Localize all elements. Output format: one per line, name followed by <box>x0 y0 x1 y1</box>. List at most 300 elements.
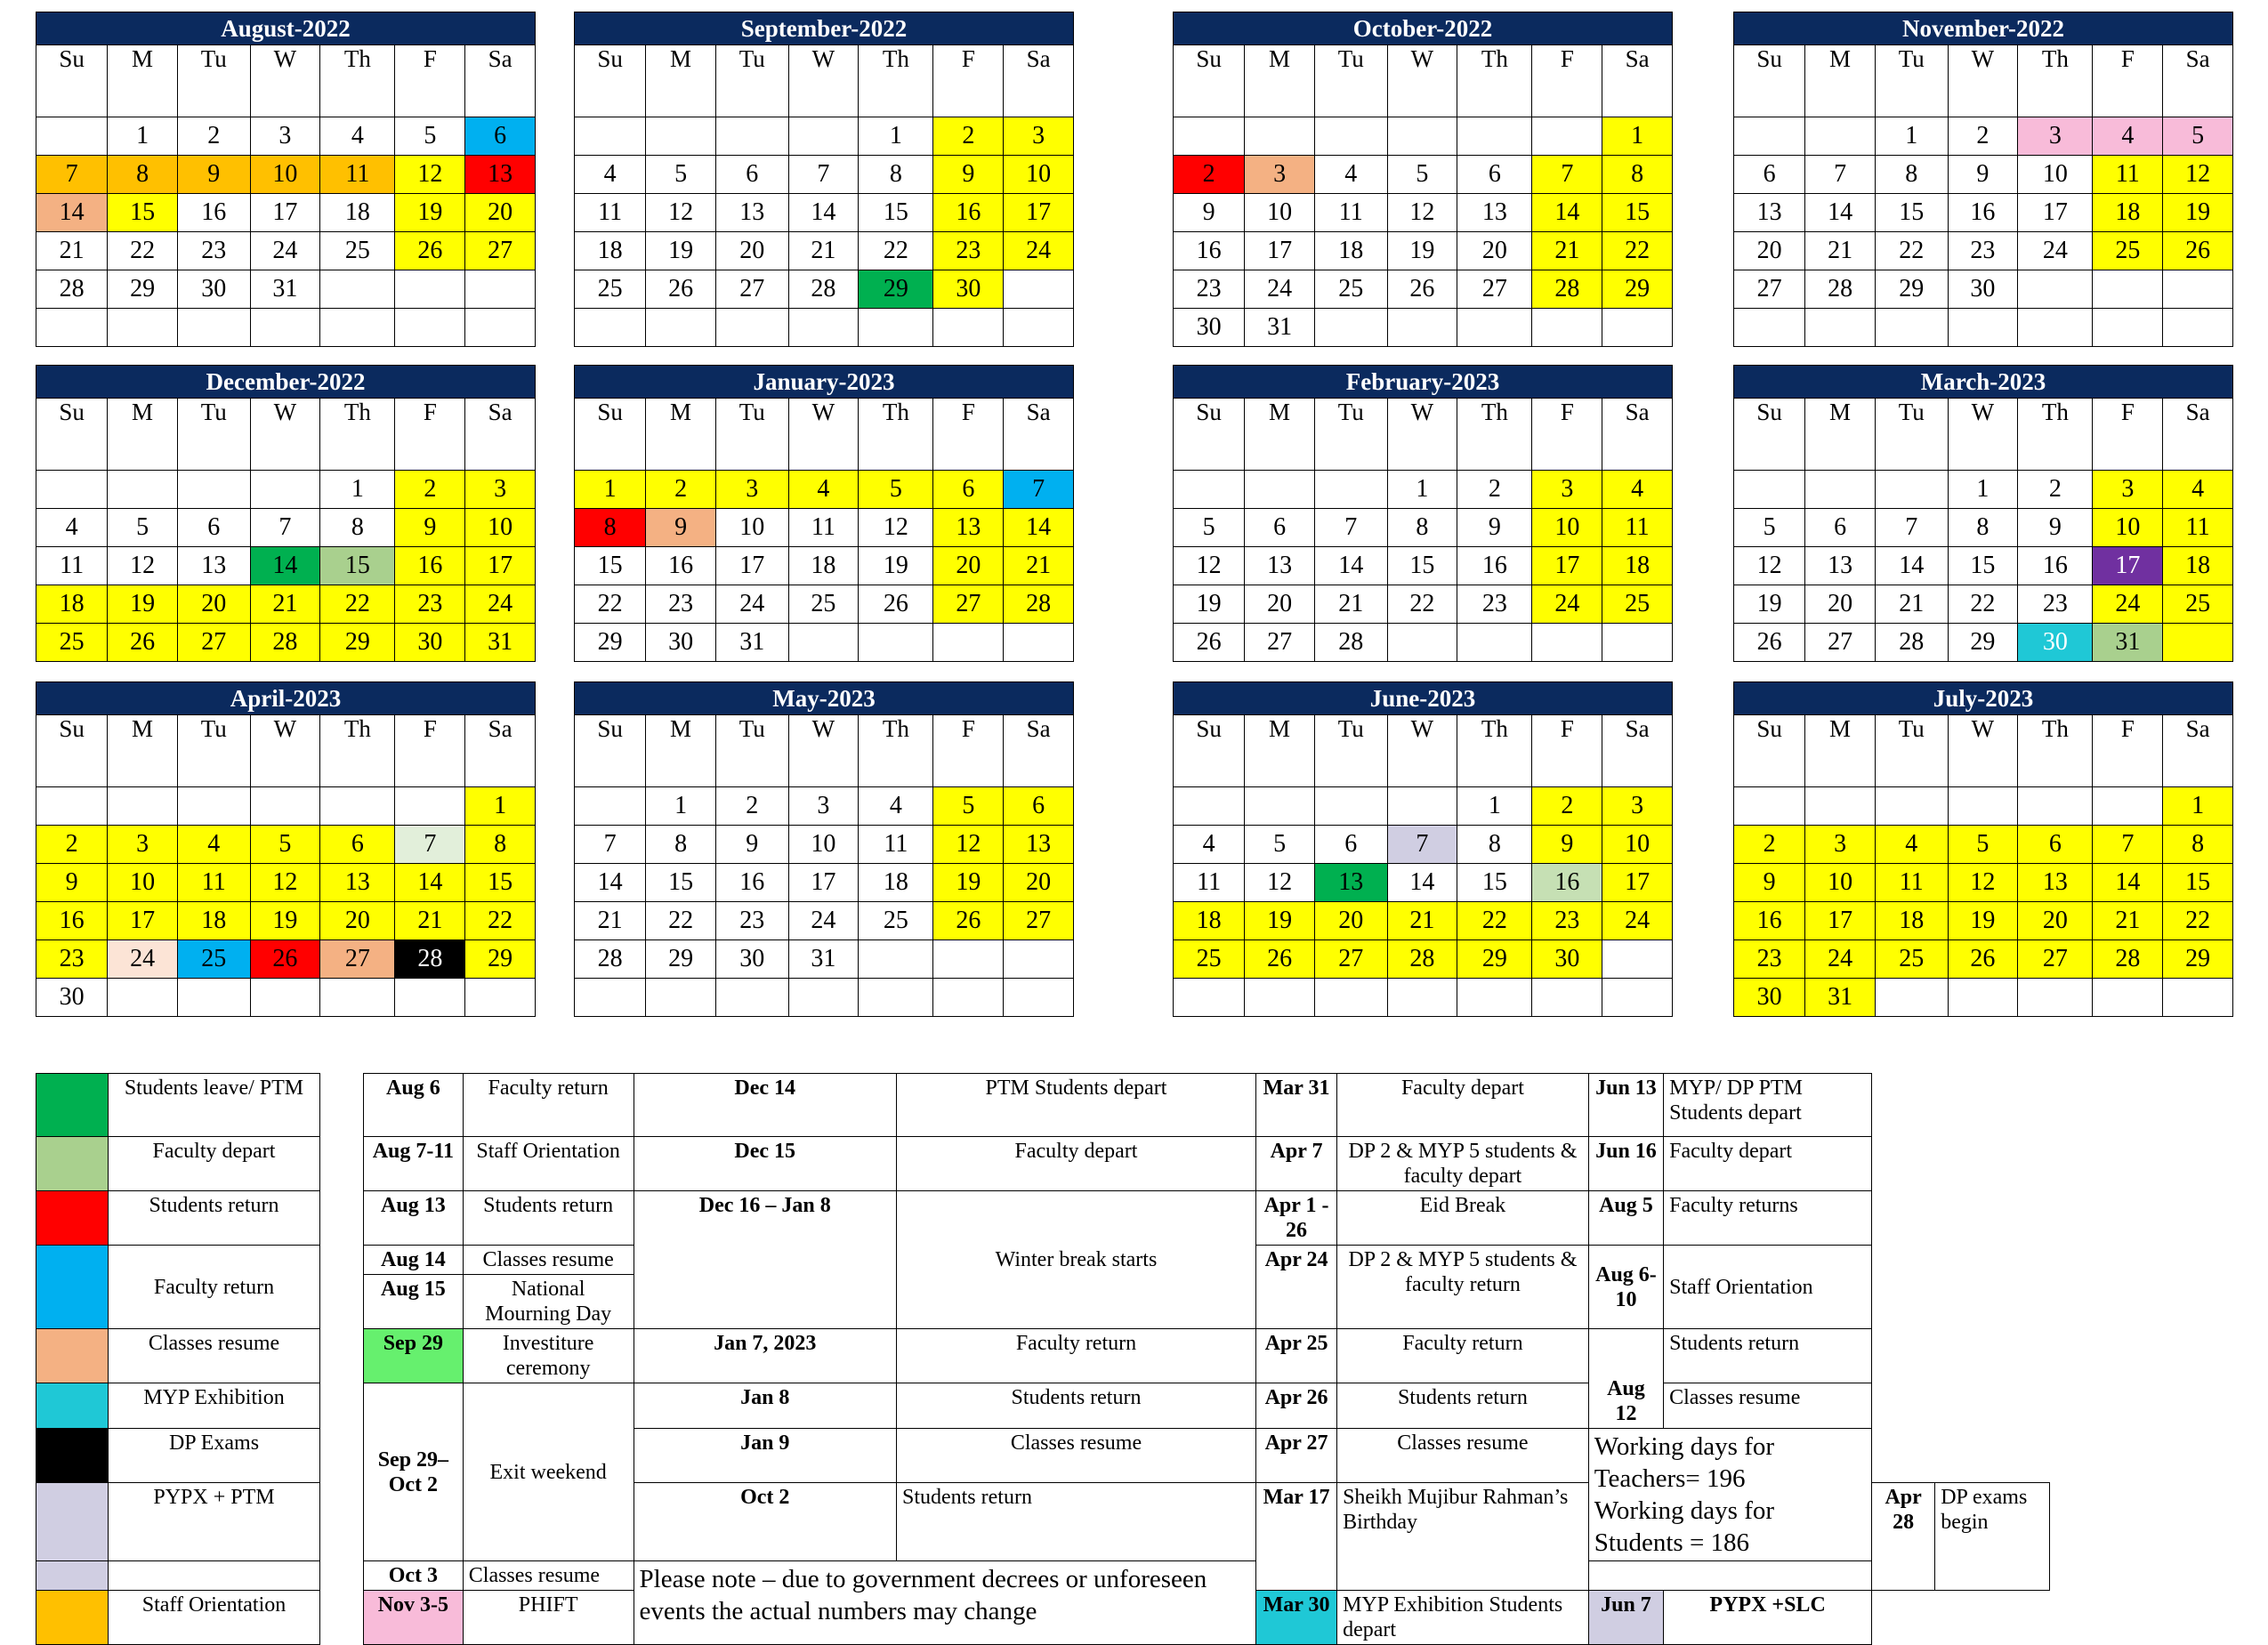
day-of-week-header: F <box>1532 45 1602 117</box>
day-of-week-header: Sa <box>1602 715 1673 787</box>
day-cell <box>933 979 1004 1017</box>
day-cell: 4 <box>1602 471 1673 509</box>
event-name: PTM Students depart <box>896 1074 1255 1137</box>
day-cell: 6 <box>1734 156 1805 194</box>
day-cell: 8 <box>2163 826 2233 864</box>
day-cell: 15 <box>108 194 178 232</box>
day-of-week-header: Sa <box>465 45 536 117</box>
day-cell <box>1948 979 2018 1017</box>
day-cell <box>2093 979 2163 1017</box>
event-date: Oct 2 <box>634 1483 896 1561</box>
day-cell: 4 <box>320 117 395 156</box>
day-cell: 27 <box>1245 624 1315 662</box>
day-cell <box>1734 471 1805 509</box>
day-cell: 24 <box>788 902 859 940</box>
disclaimer-note: Please note – due to government decrees or unforeseen events the actual numbers may change <box>634 1561 1255 1645</box>
day-cell: 29 <box>465 940 536 979</box>
day-cell: 28 <box>1532 270 1602 309</box>
day-of-week-header: M <box>108 399 178 471</box>
event-name: Staff Orientation <box>463 1137 634 1191</box>
day-cell <box>1004 979 1074 1017</box>
event-name: Students return <box>463 1191 634 1246</box>
day-cell: 19 <box>1174 585 1245 624</box>
day-cell: 30 <box>177 270 250 309</box>
day-of-week-header: M <box>1805 45 1876 117</box>
day-cell: 19 <box>1387 232 1457 270</box>
day-cell <box>1314 117 1387 156</box>
day-cell <box>1734 787 1805 826</box>
day-cell: 9 <box>1532 826 1602 864</box>
day-cell: 23 <box>715 902 788 940</box>
day-cell: 26 <box>395 232 465 270</box>
day-cell: 24 <box>1532 585 1602 624</box>
day-of-week-header: Sa <box>1004 399 1074 471</box>
day-cell <box>1245 787 1315 826</box>
day-cell: 20 <box>1004 864 1074 902</box>
day-cell <box>788 309 859 347</box>
day-cell <box>1875 309 1948 347</box>
day-cell: 11 <box>177 864 250 902</box>
day-cell: 6 <box>2018 826 2093 864</box>
day-cell: 15 <box>859 194 933 232</box>
day-of-week-header: Sa <box>465 715 536 787</box>
day-cell: 25 <box>2163 585 2233 624</box>
day-cell: 20 <box>177 585 250 624</box>
day-cell <box>36 309 108 347</box>
day-cell: 31 <box>788 940 859 979</box>
day-cell <box>1174 471 1245 509</box>
day-cell: 25 <box>36 624 108 662</box>
day-cell: 26 <box>1734 624 1805 662</box>
day-of-week-header: W <box>250 399 320 471</box>
day-cell: 18 <box>859 864 933 902</box>
day-cell: 6 <box>1805 509 1876 547</box>
event-date: Jun 16 <box>1588 1137 1663 1191</box>
day-cell: 23 <box>1174 270 1245 309</box>
day-cell: 13 <box>1004 826 1074 864</box>
day-cell: 11 <box>1875 864 1948 902</box>
day-cell: 15 <box>1457 864 1532 902</box>
event-name: Classes resume <box>1337 1429 1589 1483</box>
day-cell: 28 <box>1387 940 1457 979</box>
day-cell <box>36 117 108 156</box>
event-date: Aug 7-11 <box>364 1137 464 1191</box>
day-cell: 22 <box>320 585 395 624</box>
day-cell: 23 <box>646 585 716 624</box>
event-date: Jan 8 <box>634 1383 896 1429</box>
day-cell: 1 <box>1387 471 1457 509</box>
day-cell: 7 <box>2093 826 2163 864</box>
day-cell: 14 <box>1875 547 1948 585</box>
day-cell <box>859 940 933 979</box>
event-name: Faculty return <box>1337 1329 1589 1383</box>
day-cell: 10 <box>1602 826 1673 864</box>
day-cell <box>465 309 536 347</box>
day-of-week-header: W <box>1387 715 1457 787</box>
day-cell: 17 <box>1532 547 1602 585</box>
day-cell: 12 <box>646 194 716 232</box>
day-of-week-header: Th <box>320 45 395 117</box>
day-cell: 11 <box>788 509 859 547</box>
day-of-week-header: Th <box>2018 715 2093 787</box>
day-cell: 7 <box>788 156 859 194</box>
event-name: Staff Orientation <box>1664 1246 1872 1329</box>
month-title: July-2023 <box>1734 682 2233 715</box>
day-cell: 20 <box>465 194 536 232</box>
day-of-week-header: Su <box>1174 715 1245 787</box>
event-name: Students return <box>896 1483 1255 1561</box>
day-cell: 27 <box>715 270 788 309</box>
day-cell: 22 <box>1457 902 1532 940</box>
day-of-week-header: M <box>646 45 716 117</box>
day-cell: 17 <box>715 547 788 585</box>
day-cell: 10 <box>108 864 178 902</box>
day-cell: 6 <box>465 117 536 156</box>
day-cell: 2 <box>933 117 1004 156</box>
day-cell: 27 <box>933 585 1004 624</box>
day-cell <box>859 979 933 1017</box>
day-cell: 5 <box>859 471 933 509</box>
month-calendar <box>1733 365 2233 662</box>
day-cell: 31 <box>715 624 788 662</box>
day-cell: 28 <box>2093 940 2163 979</box>
event-name: Faculty depart <box>1337 1074 1589 1137</box>
day-cell <box>108 309 178 347</box>
day-cell: 19 <box>1948 902 2018 940</box>
event-name: DP 2 & MYP 5 students & faculty return <box>1337 1246 1589 1329</box>
day-of-week-header: Tu <box>1314 715 1387 787</box>
day-cell: 22 <box>465 902 536 940</box>
day-cell: 18 <box>1174 902 1245 940</box>
day-cell: 15 <box>2163 864 2233 902</box>
day-cell: 12 <box>1245 864 1315 902</box>
day-cell: 13 <box>465 156 536 194</box>
day-cell: 5 <box>108 509 178 547</box>
day-cell: 13 <box>2018 864 2093 902</box>
day-cell: 16 <box>2018 547 2093 585</box>
day-cell: 12 <box>395 156 465 194</box>
day-of-week-header: M <box>108 45 178 117</box>
event-date: Aug 12 <box>1588 1329 1663 1429</box>
day-cell: 13 <box>1314 864 1387 902</box>
day-cell <box>177 979 250 1017</box>
day-cell: 5 <box>1387 156 1457 194</box>
day-cell: 6 <box>320 826 395 864</box>
day-cell: 25 <box>1602 585 1673 624</box>
event-date: Jan 7, 2023 <box>634 1329 896 1383</box>
day-cell: 19 <box>395 194 465 232</box>
event-date: Aug 5 <box>1588 1191 1663 1246</box>
day-cell: 24 <box>1805 940 1876 979</box>
event-name: Investiture ceremony <box>463 1329 634 1383</box>
day-of-week-header: M <box>646 715 716 787</box>
day-cell <box>108 979 178 1017</box>
day-cell <box>1805 471 1876 509</box>
month-calendar <box>36 12 536 347</box>
day-cell: 10 <box>1004 156 1074 194</box>
day-of-week-header: Th <box>1457 715 1532 787</box>
day-of-week-header: M <box>646 399 716 471</box>
working-days-note <box>1588 1429 1871 1561</box>
day-cell <box>1004 624 1074 662</box>
day-cell: 8 <box>1948 509 2018 547</box>
day-cell: 10 <box>1532 509 1602 547</box>
day-cell: 20 <box>1457 232 1532 270</box>
day-cell <box>1532 117 1602 156</box>
day-cell: 14 <box>1387 864 1457 902</box>
day-cell: 7 <box>575 826 646 864</box>
day-cell: 21 <box>1314 585 1387 624</box>
day-cell: 10 <box>250 156 320 194</box>
day-of-week-header: M <box>1245 45 1315 117</box>
event-name: Faculty return <box>896 1329 1255 1383</box>
day-cell: 21 <box>575 902 646 940</box>
day-cell: 31 <box>1805 979 1876 1017</box>
day-cell: 26 <box>250 940 320 979</box>
day-cell: 11 <box>859 826 933 864</box>
day-of-week-header: Sa <box>2163 399 2233 471</box>
day-cell: 13 <box>1734 194 1805 232</box>
day-cell: 25 <box>575 270 646 309</box>
month-title: October-2022 <box>1174 12 1673 45</box>
day-cell: 30 <box>1174 309 1245 347</box>
day-cell <box>320 309 395 347</box>
event-date: Nov 3-5 <box>364 1591 464 1645</box>
month-title: April-2023 <box>36 682 536 715</box>
day-cell: 13 <box>715 194 788 232</box>
day-cell: 19 <box>250 902 320 940</box>
day-cell: 28 <box>1004 585 1074 624</box>
day-cell: 18 <box>36 585 108 624</box>
event-name: Faculty return <box>463 1074 634 1137</box>
day-cell: 23 <box>395 585 465 624</box>
day-of-week-header: Tu <box>177 45 250 117</box>
day-cell: 24 <box>1602 902 1673 940</box>
day-cell <box>177 787 250 826</box>
day-cell <box>250 309 320 347</box>
day-cell: 30 <box>715 940 788 979</box>
day-cell <box>1174 979 1245 1017</box>
day-cell: 25 <box>2093 232 2163 270</box>
day-cell: 30 <box>646 624 716 662</box>
day-cell: 4 <box>2163 471 2233 509</box>
day-of-week-header: Th <box>1457 45 1532 117</box>
day-cell: 18 <box>320 194 395 232</box>
day-cell: 12 <box>250 864 320 902</box>
day-cell: 12 <box>2163 156 2233 194</box>
day-cell: 21 <box>1532 232 1602 270</box>
day-cell: 5 <box>1734 509 1805 547</box>
day-cell: 23 <box>36 940 108 979</box>
day-cell: 6 <box>1004 787 1074 826</box>
day-cell <box>395 309 465 347</box>
event-date: Sep 29 <box>364 1329 464 1383</box>
day-cell: 3 <box>788 787 859 826</box>
day-cell <box>1387 979 1457 1017</box>
day-cell: 15 <box>575 547 646 585</box>
day-of-week-header: Tu <box>715 45 788 117</box>
day-cell <box>1387 117 1457 156</box>
day-cell: 26 <box>1174 624 1245 662</box>
day-cell <box>320 270 395 309</box>
day-cell: 8 <box>859 156 933 194</box>
day-cell: 5 <box>646 156 716 194</box>
month-title: May-2023 <box>575 682 1074 715</box>
legend-label: Faculty return <box>109 1246 320 1329</box>
day-cell: 13 <box>320 864 395 902</box>
day-cell: 19 <box>859 547 933 585</box>
day-of-week-header: F <box>1532 399 1602 471</box>
day-cell: 27 <box>177 624 250 662</box>
day-of-week-header: Su <box>1174 399 1245 471</box>
day-cell: 8 <box>575 509 646 547</box>
day-cell: 29 <box>1948 624 2018 662</box>
day-cell: 9 <box>1174 194 1245 232</box>
event-date: Jan 9 <box>634 1429 896 1483</box>
day-cell: 16 <box>1734 902 1805 940</box>
event-date: Apr 28 <box>1872 1483 1935 1591</box>
day-cell: 4 <box>1875 826 1948 864</box>
day-cell: 13 <box>1805 547 1876 585</box>
day-of-week-header: W <box>788 399 859 471</box>
day-cell: 18 <box>1602 547 1673 585</box>
day-cell: 9 <box>1948 156 2018 194</box>
day-cell: 14 <box>2093 864 2163 902</box>
day-of-week-header: Su <box>1174 45 1245 117</box>
legend-label: Students return <box>109 1191 320 1246</box>
day-cell <box>1387 309 1457 347</box>
day-cell: 28 <box>250 624 320 662</box>
day-of-week-header: W <box>788 715 859 787</box>
day-cell: 24 <box>715 585 788 624</box>
day-cell: 23 <box>2018 585 2093 624</box>
day-cell: 19 <box>933 864 1004 902</box>
legend-swatch <box>36 1591 109 1645</box>
day-cell: 2 <box>36 826 108 864</box>
day-cell: 10 <box>1245 194 1315 232</box>
day-cell: 16 <box>1174 232 1245 270</box>
working-days-students: Working days for Students = 186 <box>1594 1496 1775 1557</box>
event-name: Classes resume <box>896 1429 1255 1483</box>
day-cell: 1 <box>1875 117 1948 156</box>
day-cell: 21 <box>1004 547 1074 585</box>
day-of-week-header: W <box>1387 45 1457 117</box>
day-cell: 19 <box>108 585 178 624</box>
day-cell <box>320 979 395 1017</box>
day-cell: 25 <box>320 232 395 270</box>
day-cell: 18 <box>788 547 859 585</box>
day-of-week-header: W <box>1948 715 2018 787</box>
day-cell: 1 <box>320 471 395 509</box>
legend-label: PYPX + PTM <box>109 1483 320 1561</box>
day-cell: 7 <box>1532 156 1602 194</box>
day-cell: 21 <box>36 232 108 270</box>
day-cell: 5 <box>933 787 1004 826</box>
day-cell <box>1875 979 1948 1017</box>
day-cell: 8 <box>1602 156 1673 194</box>
event-name: Classes resume <box>463 1561 634 1591</box>
day-cell: 5 <box>1245 826 1315 864</box>
day-cell: 4 <box>1314 156 1387 194</box>
day-cell: 9 <box>395 509 465 547</box>
day-cell: 27 <box>1457 270 1532 309</box>
day-cell: 26 <box>108 624 178 662</box>
day-cell: 7 <box>250 509 320 547</box>
day-of-week-header: Th <box>320 715 395 787</box>
day-cell: 22 <box>1875 232 1948 270</box>
day-cell: 24 <box>465 585 536 624</box>
day-cell: 10 <box>2018 156 2093 194</box>
event-name: Faculty returns <box>1664 1191 1872 1246</box>
day-cell: 17 <box>1004 194 1074 232</box>
day-cell: 29 <box>1457 940 1532 979</box>
day-of-week-header: Su <box>575 45 646 117</box>
legend-swatch <box>36 1191 109 1246</box>
day-cell <box>1314 787 1387 826</box>
day-cell: 19 <box>646 232 716 270</box>
day-cell <box>2163 979 2233 1017</box>
day-cell <box>177 471 250 509</box>
event-date: Apr 7 <box>1255 1137 1336 1191</box>
day-cell: 14 <box>36 194 108 232</box>
day-cell: 17 <box>1602 864 1673 902</box>
day-cell: 16 <box>646 547 716 585</box>
day-of-week-header: F <box>933 45 1004 117</box>
day-cell: 6 <box>715 156 788 194</box>
day-of-week-header: Tu <box>1314 45 1387 117</box>
day-of-week-header: W <box>1387 399 1457 471</box>
day-cell: 3 <box>465 471 536 509</box>
day-of-week-header: W <box>250 45 320 117</box>
legend-swatch <box>36 1074 109 1137</box>
day-cell: 16 <box>36 902 108 940</box>
day-cell: 3 <box>108 826 178 864</box>
day-cell: 4 <box>2093 117 2163 156</box>
day-cell <box>320 787 395 826</box>
day-cell: 1 <box>1602 117 1673 156</box>
day-cell <box>646 309 716 347</box>
day-cell: 22 <box>1602 232 1673 270</box>
day-cell: 2 <box>715 787 788 826</box>
day-cell: 5 <box>1948 826 2018 864</box>
day-cell <box>1457 309 1532 347</box>
day-cell: 15 <box>1875 194 1948 232</box>
day-cell <box>1245 117 1315 156</box>
legend-label: Students leave/ PTM <box>109 1074 320 1137</box>
day-cell <box>933 940 1004 979</box>
day-cell: 7 <box>395 826 465 864</box>
day-cell: 16 <box>1457 547 1532 585</box>
day-cell <box>788 624 859 662</box>
day-cell: 21 <box>2093 902 2163 940</box>
day-cell: 15 <box>646 864 716 902</box>
event-name: Faculty depart <box>1664 1137 1872 1191</box>
day-cell: 2 <box>1457 471 1532 509</box>
day-cell: 3 <box>1004 117 1074 156</box>
event-date: Apr 25 <box>1255 1329 1336 1383</box>
day-of-week-header: Sa <box>465 399 536 471</box>
day-cell: 15 <box>465 864 536 902</box>
day-cell: 4 <box>1174 826 1245 864</box>
day-of-week-header: Tu <box>1875 45 1948 117</box>
day-cell: 23 <box>933 232 1004 270</box>
day-cell: 29 <box>646 940 716 979</box>
day-of-week-header: Tu <box>1314 399 1387 471</box>
day-cell <box>1532 309 1602 347</box>
day-cell <box>1734 117 1805 156</box>
day-cell: 20 <box>933 547 1004 585</box>
legend-swatch <box>36 1137 109 1191</box>
